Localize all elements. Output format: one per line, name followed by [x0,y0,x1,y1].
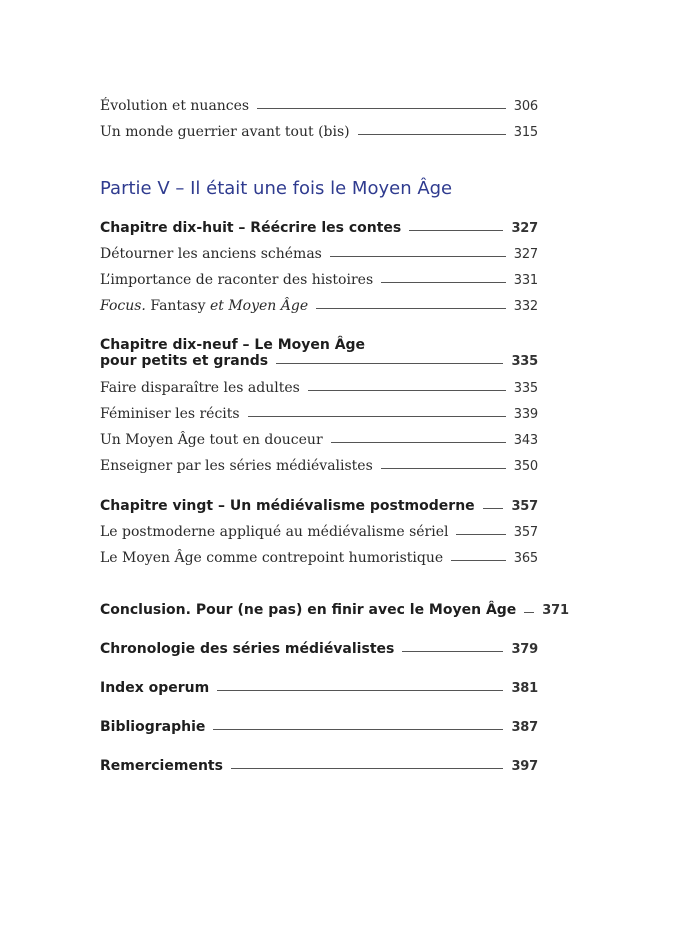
chapter-title-continued: pour petits et grands [100,353,269,369]
dotted-leader [381,468,506,469]
dotted-leader [456,534,505,535]
toc-page-number: 365 [513,551,538,566]
dotted-leader [330,256,506,257]
part-title: Partie V – Il était une fois le Moyen Âge [100,178,453,199]
toc-entry-detourner[interactable] [100,246,538,262]
chapter-title: Chapitre dix-huit – Réécrire les contes [100,220,402,236]
toc-page-number: 357 [511,499,538,514]
toc-page-number: 315 [513,125,538,140]
toc-page-number: 397 [511,759,538,774]
toc-index-operum[interactable] [100,680,538,696]
dotted-leader [213,729,503,730]
chapter-title: Chapitre vingt – Un médiévalisme postmoderne [100,498,475,514]
toc-entry-label: Le Moyen Âge comme contrepoint humoristique [100,550,444,566]
dotted-leader [451,560,506,561]
toc-chapter-19-title-line1[interactable] [100,337,538,353]
toc-entry-label: L’importance de raconter des histoires [100,272,374,288]
dotted-leader [217,690,503,691]
focus-suffix: et Moyen Âge [209,298,309,314]
dotted-leader [483,508,504,509]
toc-page-number: 327 [513,247,538,262]
dotted-leader [257,108,506,109]
toc-entry-contrepoint[interactable] [100,550,538,566]
toc-entry-label: Faire disparaître les adultes [100,380,300,396]
toc-page-number: 327 [511,221,538,236]
toc-entry-label [100,298,308,314]
toc-entry-label: Conclusion. Pour (ne pas) en finir avec le Moyen Âge [100,602,517,618]
toc-page-number: 343 [513,433,538,448]
toc-page-number: 339 [513,407,538,422]
toc-entry-adultes[interactable] [100,380,538,396]
dotted-leader [231,768,504,769]
toc-entry-focus-fantasy[interactable] [100,298,538,314]
toc-entry-douceur[interactable] [100,432,538,448]
dotted-leader [409,230,503,231]
toc-remerciements[interactable] [100,758,538,774]
toc-entry-label: Le postmoderne appliqué au médiévalisme sériel [100,524,449,540]
toc-entry-raconter[interactable] [100,272,538,288]
toc-entry-label: Féminiser les récits [100,406,240,422]
toc-page-number: 306 [513,99,538,114]
toc-chapter-19[interactable] [100,353,538,369]
toc-chapter-20[interactable] [100,498,538,514]
toc-entry-label: Un Moyen Âge tout en douceur [100,432,323,448]
focus-prefix: Focus. [100,298,146,314]
dotted-leader [524,612,534,613]
toc-entry-label: Enseigner par les séries médiévalistes [100,458,373,474]
focus-middle: Fantasy [145,298,210,314]
toc-chronologie[interactable] [100,641,538,657]
toc-page-number: 332 [513,299,538,314]
toc-entry-label: Évolution et nuances [100,98,250,114]
toc-page-number: 387 [511,720,538,735]
toc-page-number: 381 [511,681,538,696]
toc-entry-label: Index operum [100,680,210,696]
toc-page-number: 350 [513,459,538,474]
chapter-title: Chapitre dix-neuf – Le Moyen Âge [100,337,366,353]
toc-entry-evolution[interactable] [100,98,538,114]
toc-page-number: 331 [513,273,538,288]
toc-page-number: 335 [513,381,538,396]
dotted-leader [248,416,506,417]
toc-page-number: 371 [542,603,569,618]
toc-entry-label: Détourner les anciens schémas [100,246,322,262]
toc-entry-enseigner[interactable] [100,458,538,474]
dotted-leader [381,282,506,283]
toc-conclusion[interactable] [100,602,569,618]
toc-chapter-18[interactable] [100,220,538,236]
dotted-leader [316,308,506,309]
toc-entry-label: Remerciements [100,758,223,774]
toc-page-number: 379 [511,642,538,657]
dotted-leader [276,363,503,364]
toc-entry-label: Chronologie des séries médiévalistes [100,641,395,657]
toc-entry-feminiser[interactable] [100,406,538,422]
dotted-leader [402,651,503,652]
toc-entry-label: Un monde guerrier avant tout (bis) [100,124,350,140]
dotted-leader [331,442,506,443]
toc-bibliographie[interactable] [100,719,538,735]
toc-entry-postmoderne[interactable] [100,524,538,540]
toc-entry-monde-guerrier[interactable] [100,124,538,140]
dotted-leader [308,390,506,391]
toc-entry-label: Bibliographie [100,719,206,735]
dotted-leader [358,134,506,135]
toc-page-number: 335 [511,354,538,369]
toc-page-number: 357 [513,525,538,540]
